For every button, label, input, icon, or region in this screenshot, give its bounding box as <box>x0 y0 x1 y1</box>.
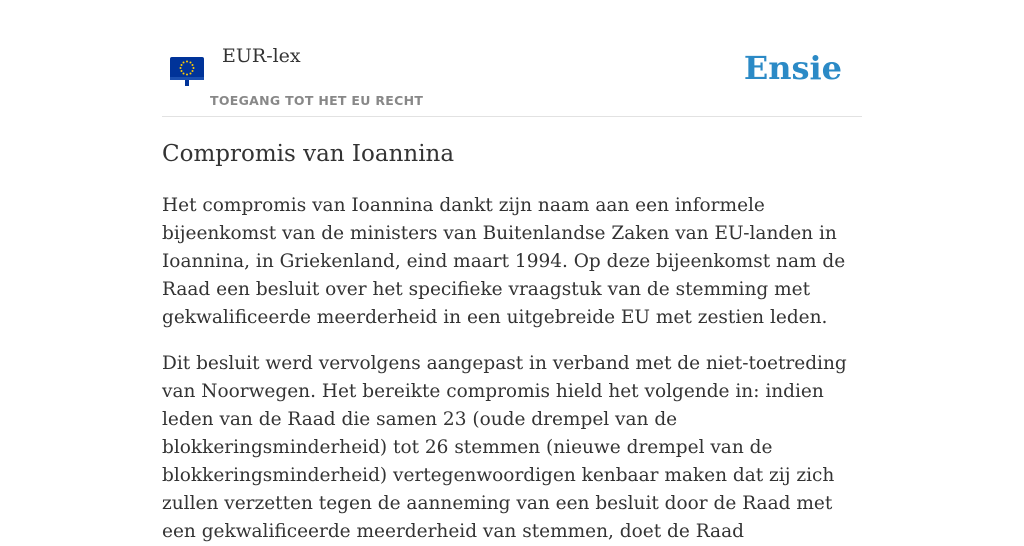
brand-logo[interactable]: Ensie <box>743 49 842 87</box>
site-name[interactable]: EUR-lex <box>222 45 301 67</box>
article <box>162 138 862 546</box>
site-tagline: TOEGANG TOT HET EU RECHT <box>210 93 424 108</box>
header <box>162 0 862 117</box>
article-paragraph: Dit besluit werd vervolgens aangepast in verband met de niet-toetreding van Noorwegen. Het bereikte compromis hield het volgende in: indien leden van de Raad die samen 23 (oude drempel van de blokkeringsminderheid) tot 26 stemmen (nieuwe drempel van de blokkeringsminderheid) vertegenwoordigen kenbaar maken dat zij zich zullen verzetten tegen de aanneming van een besluit door de Raad met een gekwalificeerde meerderheid van stemmen, doet de Raad <box>162 353 847 542</box>
article-paragraph: Het compromis van Ioannina dankt zijn naam aan een informele bijeenkomst van de ministers van Buitenlandse Zaken van EU-landen in Ioannina, in Griekenland, eind maart 1994. Op deze bijeenkomst nam de Raad een besluit over het specifieke vraagstuk van de stemming met gekwalificeerde meerderheid in een uitgebreide EU met zestien leden. <box>162 195 846 328</box>
eu-flag-icon <box>169 56 205 88</box>
article-title: Compromis van Ioannina <box>162 141 455 167</box>
